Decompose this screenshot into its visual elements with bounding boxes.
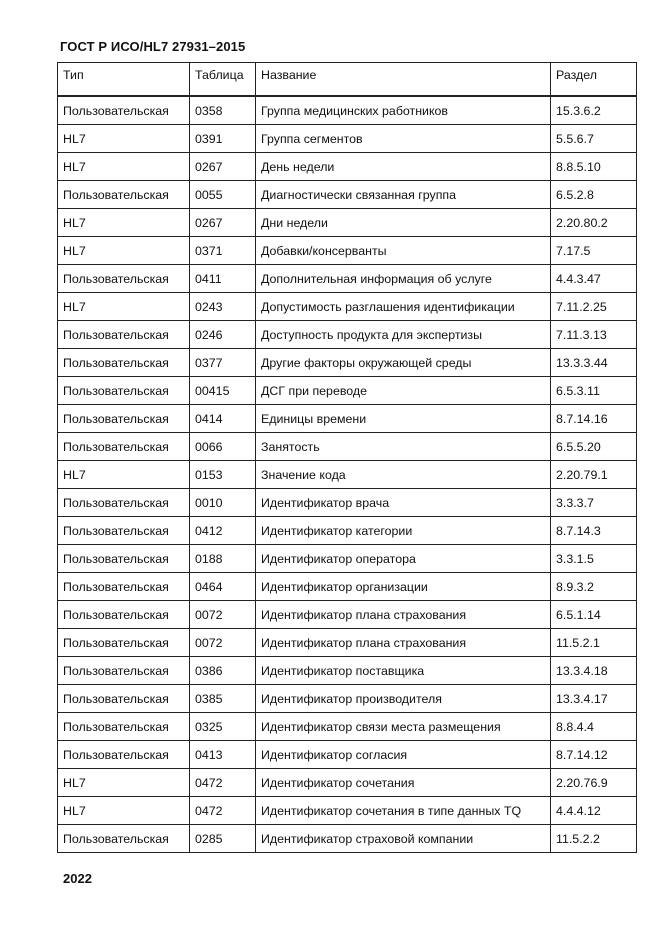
table-header: [58, 63, 637, 97]
cell-table-code: 0385: [190, 685, 256, 713]
cell-name: Идентификатор сочетания в типе данных TQ: [256, 797, 551, 825]
cell-section: 8.9.3.2: [551, 573, 637, 601]
cell-table-code: 0358: [190, 96, 256, 125]
cell-name: Допустимость разглашения идентификации: [256, 293, 551, 321]
column-header-type: Тип: [58, 63, 190, 97]
cell-name: Идентификатор поставщика: [256, 657, 551, 685]
table-row: [58, 237, 637, 265]
cell-name: Добавки/консерванты: [256, 237, 551, 265]
table-row: [58, 405, 637, 433]
cell-table-code: 0386: [190, 657, 256, 685]
cell-name: Идентификатор сочетания: [256, 769, 551, 797]
column-header-name: Название: [256, 63, 551, 97]
cell-table-code: 0246: [190, 321, 256, 349]
cell-type: HL7: [58, 237, 190, 265]
table-row: [58, 377, 637, 405]
cell-type: Пользовательская: [58, 741, 190, 769]
table-row: [58, 601, 637, 629]
cell-name: Занятость: [256, 433, 551, 461]
cell-table-code: 0472: [190, 769, 256, 797]
cell-table-code: 0055: [190, 181, 256, 209]
table-row: [58, 125, 637, 153]
table-row: [58, 741, 637, 769]
cell-section: 7.17.5: [551, 237, 637, 265]
cell-section: 7.11.3.13: [551, 321, 637, 349]
cell-section: 8.7.14.12: [551, 741, 637, 769]
cell-section: 6.5.2.8: [551, 181, 637, 209]
table-row: [58, 825, 637, 853]
cell-name: Группа сегментов: [256, 125, 551, 153]
page-number: 2022: [63, 871, 92, 886]
cell-type: Пользовательская: [58, 825, 190, 853]
table-row: [58, 769, 637, 797]
cell-name: Дополнительная информация об услуге: [256, 265, 551, 293]
cell-section: 13.3.4.18: [551, 657, 637, 685]
cell-section: 3.3.1.5: [551, 545, 637, 573]
cell-table-code: 0243: [190, 293, 256, 321]
cell-name: Идентификатор производителя: [256, 685, 551, 713]
table-row: [58, 629, 637, 657]
table-row: [58, 433, 637, 461]
cell-type: Пользовательская: [58, 405, 190, 433]
table-row: [58, 181, 637, 209]
cell-section: 6.5.5.20: [551, 433, 637, 461]
cell-table-code: 0072: [190, 629, 256, 657]
cell-name: Идентификатор плана страхования: [256, 601, 551, 629]
cell-section: 13.3.3.44: [551, 349, 637, 377]
cell-section: 15.3.6.2: [551, 96, 637, 125]
cell-type: Пользовательская: [58, 321, 190, 349]
cell-name: Единицы времени: [256, 405, 551, 433]
cell-type: HL7: [58, 125, 190, 153]
cell-type: HL7: [58, 153, 190, 181]
cell-section: 8.7.14.16: [551, 405, 637, 433]
cell-table-code: 0413: [190, 741, 256, 769]
cell-type: Пользовательская: [58, 265, 190, 293]
cell-table-code: 0414: [190, 405, 256, 433]
cell-section: 8.8.4.4: [551, 713, 637, 741]
cell-name: Группа медицинских работников: [256, 96, 551, 125]
cell-name: Дни недели: [256, 209, 551, 237]
cell-section: 5.5.6.7: [551, 125, 637, 153]
cell-table-code: 0267: [190, 153, 256, 181]
cell-table-code: 0072: [190, 601, 256, 629]
table-row: [58, 321, 637, 349]
table-row: [58, 461, 637, 489]
cell-table-code: 0472: [190, 797, 256, 825]
table-row: [58, 657, 637, 685]
cell-section: 2.20.80.2: [551, 209, 637, 237]
cell-section: 2.20.79.1: [551, 461, 637, 489]
cell-table-code: 0391: [190, 125, 256, 153]
cell-table-code: 0285: [190, 825, 256, 853]
column-header-section: Раздел: [551, 63, 637, 97]
table-row: [58, 797, 637, 825]
cell-type: Пользовательская: [58, 181, 190, 209]
table-row: [58, 713, 637, 741]
cell-table-code: 0464: [190, 573, 256, 601]
column-header-table: Таблица: [190, 63, 256, 97]
cell-name: Значение кода: [256, 461, 551, 489]
cell-type: Пользовательская: [58, 685, 190, 713]
table-row: [58, 573, 637, 601]
table-row: [58, 349, 637, 377]
cell-name: Диагностически связанная группа: [256, 181, 551, 209]
cell-type: HL7: [58, 769, 190, 797]
table-row: [58, 293, 637, 321]
cell-name: Идентификатор оператора: [256, 545, 551, 573]
cell-table-code: 0066: [190, 433, 256, 461]
cell-name: ДСГ при переводе: [256, 377, 551, 405]
cell-section: 8.7.14.3: [551, 517, 637, 545]
cell-table-code: 0412: [190, 517, 256, 545]
cell-type: Пользовательская: [58, 433, 190, 461]
cell-name: Идентификатор организации: [256, 573, 551, 601]
table-row: [58, 545, 637, 573]
table-body: [58, 96, 637, 853]
table-row: [58, 685, 637, 713]
table-row: [58, 517, 637, 545]
cell-type: Пользовательская: [58, 349, 190, 377]
cell-type: Пользовательская: [58, 96, 190, 125]
cell-type: Пользовательская: [58, 629, 190, 657]
cell-table-code: 0267: [190, 209, 256, 237]
cell-type: HL7: [58, 209, 190, 237]
cell-name: Другие факторы окружающей среды: [256, 349, 551, 377]
cell-name: Идентификатор плана страхования: [256, 629, 551, 657]
cell-name: Идентификатор связи места размещения: [256, 713, 551, 741]
table-row: [58, 265, 637, 293]
table-row: [58, 489, 637, 517]
cell-type: Пользовательская: [58, 517, 190, 545]
cell-section: 6.5.1.14: [551, 601, 637, 629]
cell-table-code: 0377: [190, 349, 256, 377]
table-row: [58, 96, 637, 125]
cell-section: 6.5.3.11: [551, 377, 637, 405]
cell-table-code: 00415: [190, 377, 256, 405]
cell-section: 2.20.76.9: [551, 769, 637, 797]
cell-type: Пользовательская: [58, 573, 190, 601]
cell-type: Пользовательская: [58, 489, 190, 517]
cell-name: День недели: [256, 153, 551, 181]
cell-name: Идентификатор согласия: [256, 741, 551, 769]
reference-table: [57, 62, 637, 853]
cell-table-code: 0010: [190, 489, 256, 517]
cell-section: 11.5.2.2: [551, 825, 637, 853]
cell-type: HL7: [58, 293, 190, 321]
table-row: [58, 209, 637, 237]
cell-type: Пользовательская: [58, 545, 190, 573]
document-header-title: ГОСТ Р ИСО/HL7 27931–2015: [60, 39, 246, 54]
cell-table-code: 0325: [190, 713, 256, 741]
cell-section: 3.3.3.7: [551, 489, 637, 517]
cell-type: Пользовательская: [58, 601, 190, 629]
cell-name: Идентификатор страховой компании: [256, 825, 551, 853]
cell-table-code: 0188: [190, 545, 256, 573]
cell-section: 8.8.5.10: [551, 153, 637, 181]
cell-table-code: 0153: [190, 461, 256, 489]
cell-type: Пользовательская: [58, 657, 190, 685]
cell-section: 13.3.4.17: [551, 685, 637, 713]
cell-type: Пользовательская: [58, 377, 190, 405]
cell-table-code: 0371: [190, 237, 256, 265]
cell-name: Идентификатор категории: [256, 517, 551, 545]
cell-section: 11.5.2.1: [551, 629, 637, 657]
cell-type: Пользовательская: [58, 713, 190, 741]
cell-type: HL7: [58, 797, 190, 825]
cell-section: 4.4.3.47: [551, 265, 637, 293]
cell-name: Идентификатор врача: [256, 489, 551, 517]
cell-section: 7.11.2.25: [551, 293, 637, 321]
cell-type: HL7: [58, 461, 190, 489]
cell-section: 4.4.4.12: [551, 797, 637, 825]
cell-name: Доступность продукта для экспертизы: [256, 321, 551, 349]
table-row: [58, 153, 637, 181]
cell-table-code: 0411: [190, 265, 256, 293]
